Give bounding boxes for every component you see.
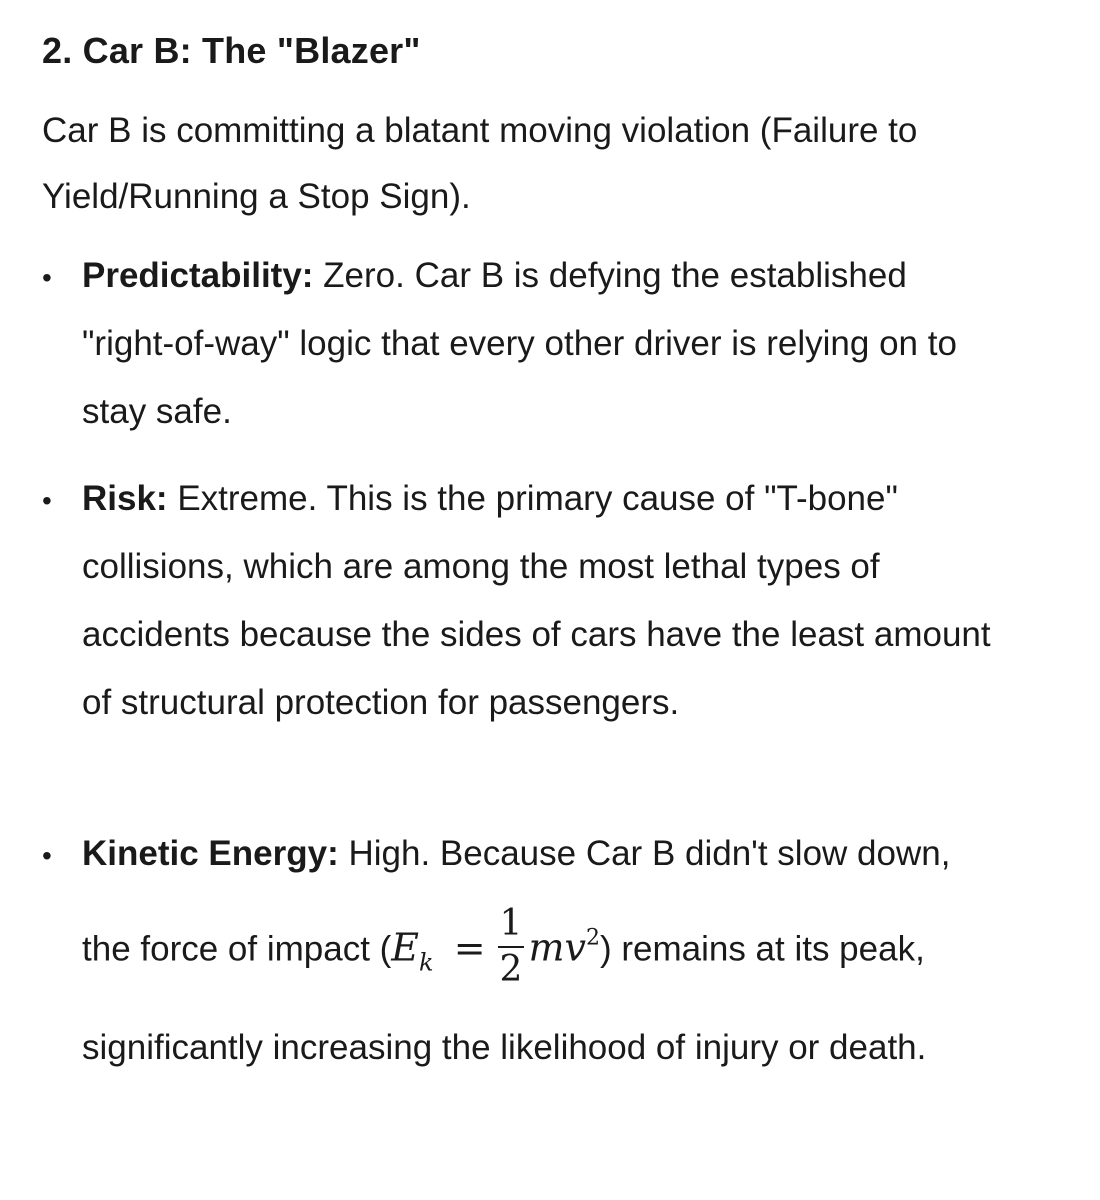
article-section xyxy=(42,28,1072,230)
formula-rhs: mv xyxy=(528,925,586,970)
section-intro: Car B is committing a blatant moving violation (Failure to Yield/Running a Stop Sign). xyxy=(42,111,918,216)
bullet-term: Kinetic Energy: xyxy=(82,834,339,873)
bullet-dot-icon: • xyxy=(42,485,52,516)
bullet-dot-icon: • xyxy=(42,262,52,293)
bullet-term: Risk: xyxy=(82,479,168,518)
bullet-body-after: ) remains at its peak, significantly increasing the likelihood of injury or death. xyxy=(82,929,927,1067)
bullet-term: Predictability: xyxy=(82,256,314,295)
bullet-body: Zero. Car B is defying the established "right-of-way" logic that every other driver is relying on to stay safe. xyxy=(82,256,957,431)
bullet-text xyxy=(82,242,992,446)
formula-fraction xyxy=(498,903,525,990)
formula-lhs: E xyxy=(391,925,420,970)
bullet-text xyxy=(82,820,992,1082)
formula-denominator: 2 xyxy=(499,949,523,990)
section-heading: 2. Car B: The "Blazer" xyxy=(42,30,421,71)
formula-equals: = xyxy=(453,925,486,970)
bullet-dot-icon: • xyxy=(42,840,52,871)
kinetic-energy-formula xyxy=(391,903,600,992)
formula-rhs-superscript: 2 xyxy=(585,925,600,951)
bullet-text xyxy=(82,465,992,737)
formula-numerator: 1 xyxy=(498,906,525,948)
bullet-body: Extreme. This is the primary cause of "T-bone" collisions, which are among the most lethal types of accidents because the sides of cars have the least amount of structural protection for passengers. xyxy=(82,479,991,722)
bullet-body-before: High. Because Car B didn't slow down, the force of impact ( xyxy=(82,834,951,969)
formula-lhs-subscript: k xyxy=(419,948,434,977)
